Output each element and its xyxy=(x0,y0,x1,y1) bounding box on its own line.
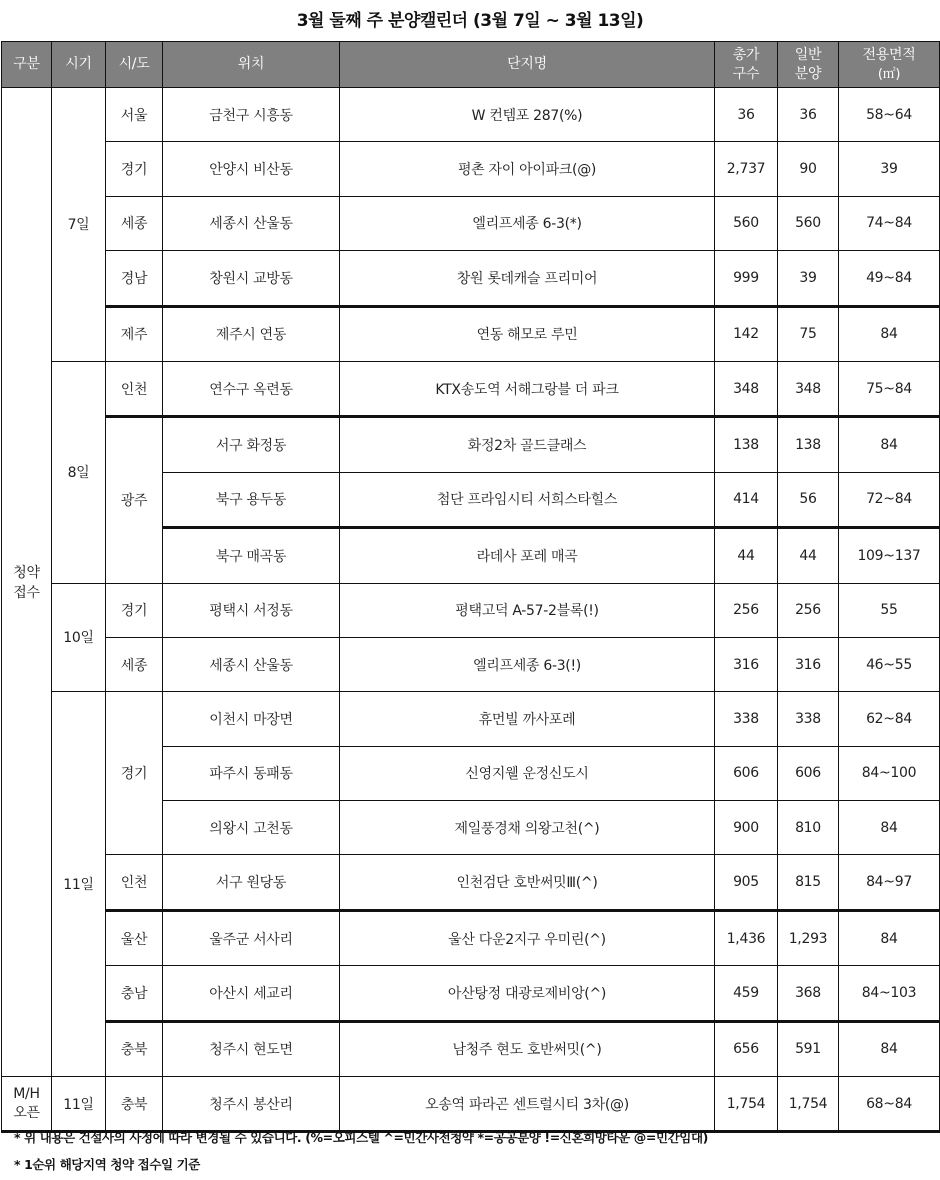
location-cell: 이천시 마장면 xyxy=(163,692,340,746)
table-row xyxy=(2,692,940,746)
area-cell: 75~84 xyxy=(839,361,940,416)
category-subscription: 청약 접수 xyxy=(2,88,52,1077)
header-category: 구분 xyxy=(2,42,52,88)
complex-cell: 화정2차 골드클래스 xyxy=(340,417,715,472)
total-cell: 36 xyxy=(715,88,778,142)
region-cell: 제주 xyxy=(106,306,163,361)
footnote-basis: * 1순위 해당지역 청약 접수일 기준 xyxy=(14,1157,200,1172)
location-cell: 창원시 교방동 xyxy=(163,251,340,306)
complex-cell: 인천검단 호반써밋Ⅲ(^) xyxy=(340,855,715,910)
location-cell: 의왕시 고천동 xyxy=(163,801,340,855)
location-cell: 청주시 현도면 xyxy=(163,1021,340,1076)
table-row xyxy=(2,1021,940,1076)
region-cell: 광주 xyxy=(106,417,163,583)
total-cell: 459 xyxy=(715,966,778,1021)
total-cell: 138 xyxy=(715,417,778,472)
location-cell: 세종시 산울동 xyxy=(163,196,340,250)
area-cell: 84~103 xyxy=(839,966,940,1021)
region-cell: 인천 xyxy=(106,855,163,910)
region-cell: 경기 xyxy=(106,142,163,196)
complex-cell: 남청주 현도 호반써밋(^) xyxy=(340,1021,715,1076)
total-cell: 905 xyxy=(715,855,778,910)
general-cell: 368 xyxy=(778,966,839,1021)
area-cell: 72~84 xyxy=(839,472,940,527)
location-cell: 북구 용두동 xyxy=(163,472,340,527)
area-cell: 109~137 xyxy=(839,528,940,583)
region-cell: 경기 xyxy=(106,583,163,637)
table-row xyxy=(2,142,940,196)
general-cell: 560 xyxy=(778,196,839,250)
location-cell: 제주시 연동 xyxy=(163,306,340,361)
region-cell: 경기 xyxy=(106,692,163,855)
location-cell: 아산시 세교리 xyxy=(163,966,340,1021)
general-cell: 1,754 xyxy=(778,1077,839,1132)
table-row xyxy=(2,361,940,416)
area-cell: 84 xyxy=(839,910,940,965)
area-cell: 84 xyxy=(839,1021,940,1076)
general-cell: 56 xyxy=(778,472,839,527)
location-cell: 연수구 옥련동 xyxy=(163,361,340,416)
general-cell: 348 xyxy=(778,361,839,416)
total-cell: 256 xyxy=(715,583,778,637)
total-cell: 338 xyxy=(715,692,778,746)
general-cell: 338 xyxy=(778,692,839,746)
total-cell: 2,737 xyxy=(715,142,778,196)
total-cell: 560 xyxy=(715,196,778,250)
location-cell: 청주시 봉산리 xyxy=(163,1077,340,1132)
date-7: 7일 xyxy=(52,88,106,362)
area-cell: 74~84 xyxy=(839,196,940,250)
total-cell: 606 xyxy=(715,746,778,800)
general-cell: 815 xyxy=(778,855,839,910)
table-row xyxy=(2,251,940,306)
region-cell: 충북 xyxy=(106,1077,163,1132)
page-title: 3월 둘째 주 분양캘린더 (3월 7일 ~ 3월 13일) xyxy=(296,11,644,31)
total-cell: 348 xyxy=(715,361,778,416)
region-cell: 세종 xyxy=(106,637,163,691)
table-row xyxy=(2,196,940,250)
category-model-house-open: M/H 오픈 xyxy=(2,1077,52,1132)
region-cell: 세종 xyxy=(106,196,163,250)
table-row xyxy=(2,88,940,142)
location-cell: 서구 화정동 xyxy=(163,417,340,472)
header-exclusive-area: 전용면적 (㎡) xyxy=(839,42,940,88)
area-cell: 46~55 xyxy=(839,637,940,691)
area-cell: 84~97 xyxy=(839,855,940,910)
sales-calendar-table xyxy=(1,41,940,1133)
complex-cell: 엘리프세종 6-3(*) xyxy=(340,196,715,250)
area-cell: 84 xyxy=(839,417,940,472)
total-cell: 142 xyxy=(715,306,778,361)
complex-cell: 오송역 파라곤 센트럴시티 3차(@) xyxy=(340,1077,715,1132)
total-cell: 414 xyxy=(715,472,778,527)
complex-cell: 창원 롯데캐슬 프리미어 xyxy=(340,251,715,306)
total-cell: 999 xyxy=(715,251,778,306)
location-cell: 서구 원당동 xyxy=(163,855,340,910)
region-cell: 인천 xyxy=(106,361,163,416)
complex-cell: 엘리프세종 6-3(!) xyxy=(340,637,715,691)
total-cell: 656 xyxy=(715,1021,778,1076)
location-cell: 울주군 서사리 xyxy=(163,910,340,965)
complex-cell: 아산탕정 대광로제비앙(^) xyxy=(340,966,715,1021)
table-row xyxy=(2,966,940,1021)
location-cell: 금천구 시흥동 xyxy=(163,88,340,142)
date-8: 8일 xyxy=(52,361,106,583)
total-cell: 1,754 xyxy=(715,1077,778,1132)
general-cell: 44 xyxy=(778,528,839,583)
complex-cell: 제일풍경채 의왕고천(^) xyxy=(340,801,715,855)
area-cell: 84 xyxy=(839,306,940,361)
complex-cell: KTX송도역 서해그랑블 더 파크 xyxy=(340,361,715,416)
area-cell: 58~64 xyxy=(839,88,940,142)
area-cell: 39 xyxy=(839,142,940,196)
area-cell: 62~84 xyxy=(839,692,940,746)
location-cell: 파주시 동패동 xyxy=(163,746,340,800)
area-cell: 84 xyxy=(839,801,940,855)
footnote-legend: * 위 내용은 건설사의 사정에 따라 변경될 수 있습니다. (%=오피스텔 ^=민간사전청약 *=공공분양 !=신혼희망타운 @=민간임대) xyxy=(14,1130,708,1145)
header-general-sale: 일반 분양 xyxy=(778,42,839,88)
location-cell: 평택시 서정동 xyxy=(163,583,340,637)
general-cell: 1,293 xyxy=(778,910,839,965)
table-row xyxy=(2,417,940,472)
total-cell: 44 xyxy=(715,528,778,583)
general-cell: 39 xyxy=(778,251,839,306)
region-cell: 충북 xyxy=(106,1021,163,1076)
table-row xyxy=(2,583,940,637)
table-row xyxy=(2,1077,940,1132)
general-cell: 75 xyxy=(778,306,839,361)
region-cell: 서울 xyxy=(106,88,163,142)
header-total-units: 총가 구수 xyxy=(715,42,778,88)
header-row xyxy=(2,42,940,88)
location-cell: 안양시 비산동 xyxy=(163,142,340,196)
table-row xyxy=(2,855,940,910)
total-cell: 900 xyxy=(715,801,778,855)
table-row xyxy=(2,637,940,691)
date-10: 10일 xyxy=(52,583,106,692)
general-cell: 256 xyxy=(778,583,839,637)
area-cell: 68~84 xyxy=(839,1077,940,1132)
general-cell: 316 xyxy=(778,637,839,691)
general-cell: 36 xyxy=(778,88,839,142)
total-cell: 316 xyxy=(715,637,778,691)
complex-cell: 라데사 포레 매곡 xyxy=(340,528,715,583)
location-cell: 북구 매곡동 xyxy=(163,528,340,583)
general-cell: 138 xyxy=(778,417,839,472)
complex-cell: 평촌 자이 아이파크(@) xyxy=(340,142,715,196)
complex-cell: 신영지웰 운정신도시 xyxy=(340,746,715,800)
complex-cell: 첨단 프라임시티 서희스타힐스 xyxy=(340,472,715,527)
region-cell: 울산 xyxy=(106,910,163,965)
complex-cell: 평택고덕 A-57-2블록(!) xyxy=(340,583,715,637)
area-cell: 49~84 xyxy=(839,251,940,306)
total-cell: 1,436 xyxy=(715,910,778,965)
complex-cell: 휴먼빌 까사포레 xyxy=(340,692,715,746)
general-cell: 591 xyxy=(778,1021,839,1076)
header-timing: 시기 xyxy=(52,42,106,88)
location-cell: 세종시 산울동 xyxy=(163,637,340,691)
region-cell: 경남 xyxy=(106,251,163,306)
header-complex: 단지명 xyxy=(340,42,715,88)
general-cell: 810 xyxy=(778,801,839,855)
general-cell: 90 xyxy=(778,142,839,196)
general-cell: 606 xyxy=(778,746,839,800)
table-row xyxy=(2,306,940,361)
date-11: 11일 xyxy=(52,692,106,1077)
region-cell: 충남 xyxy=(106,966,163,1021)
complex-cell: 울산 다운2지구 우미린(^) xyxy=(340,910,715,965)
table-row xyxy=(2,910,940,965)
complex-cell: W 컨템포 287(%) xyxy=(340,88,715,142)
footnotes xyxy=(14,1126,708,1180)
date-11-mh: 11일 xyxy=(52,1077,106,1132)
area-cell: 55 xyxy=(839,583,940,637)
header-location: 위치 xyxy=(163,42,340,88)
header-region: 시/도 xyxy=(106,42,163,88)
area-cell: 84~100 xyxy=(839,746,940,800)
complex-cell: 연동 해모로 루민 xyxy=(340,306,715,361)
